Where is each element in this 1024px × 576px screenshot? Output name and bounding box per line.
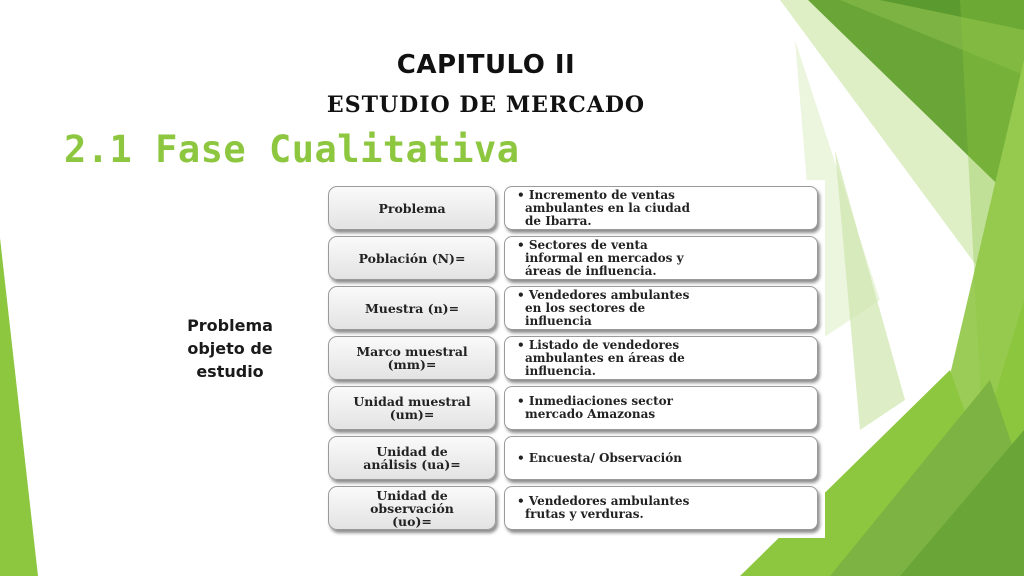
row-value-box [504,386,818,430]
row-label: (mm)= [387,357,437,372]
side-label-line: Problema [187,316,273,335]
row-value-line: áreas de influencia. [525,264,657,278]
row-label-box [328,436,496,480]
row-label: Unidad de [376,487,448,503]
row-value-box [504,236,818,280]
row-value-line: • Incremento de ventas [517,189,809,202]
chapter-subtitle: ESTUDIO DE MERCADO [326,92,646,118]
row-value-line: frutas y verduras. [525,507,644,521]
row-value-line: de Ibarra. [525,214,592,228]
section-title: 2.1 Fase Cualitativa [64,128,520,171]
row-label-box [328,186,496,230]
table-row-poblacion [328,236,822,280]
row-label: Muestra (n)= [364,300,460,316]
row-label: análisis (ua)= [363,457,461,472]
table-row-muestra [328,286,822,330]
row-value-line: informal en mercados y [525,251,684,265]
row-label: observación [370,500,454,516]
row-value-box [504,436,818,480]
row-value-line: • Encuesta/ Observación [517,452,682,465]
row-value-line: influencia. [525,364,596,378]
row-value-box [504,286,818,330]
row-value-line: • Vendedores ambulantes [517,495,809,508]
row-value-box [504,336,818,380]
row-value-line: en los sectores de [525,301,646,315]
row-label-box [328,236,496,280]
row-label-box [328,336,496,380]
chapter-title: CAPITULO II [396,50,576,80]
row-value-line: • Vendedores ambulantes [517,289,809,302]
side-label [160,314,300,383]
row-value-box [504,186,818,230]
table-row-marco-muestral [328,336,822,380]
row-label-box [328,486,496,530]
row-value-line: ambulantes en áreas de [525,351,685,365]
side-label-line: objeto de [187,339,273,358]
row-value-box [504,486,818,530]
row-label: Unidad de [376,444,448,459]
study-design-table [322,180,825,538]
row-label: Problema [378,200,446,216]
row-value-line: mercado Amazonas [525,407,656,421]
row-label: Unidad muestral [353,394,471,409]
row-label: (uo)= [392,513,432,529]
table-row-unidad-muestral [328,386,822,430]
row-value-line: influencia [525,314,592,328]
side-label-line: estudio [196,362,264,381]
row-label: (um)= [389,407,435,422]
table-row-unidad-observacion [328,486,822,530]
row-value-line: • Listado de vendedores [517,339,809,352]
table-row-problema [328,186,822,230]
row-label: Marco muestral [356,344,468,359]
row-label-box [328,286,496,330]
row-label-box [328,386,496,430]
row-value-line: ambulantes en la ciudad [525,201,690,215]
row-value-line: • Sectores de venta [517,239,809,252]
row-label: Población (N)= [358,250,466,266]
row-value-line: • Inmediaciones sector [517,395,809,408]
table-row-unidad-analisis [328,436,822,480]
